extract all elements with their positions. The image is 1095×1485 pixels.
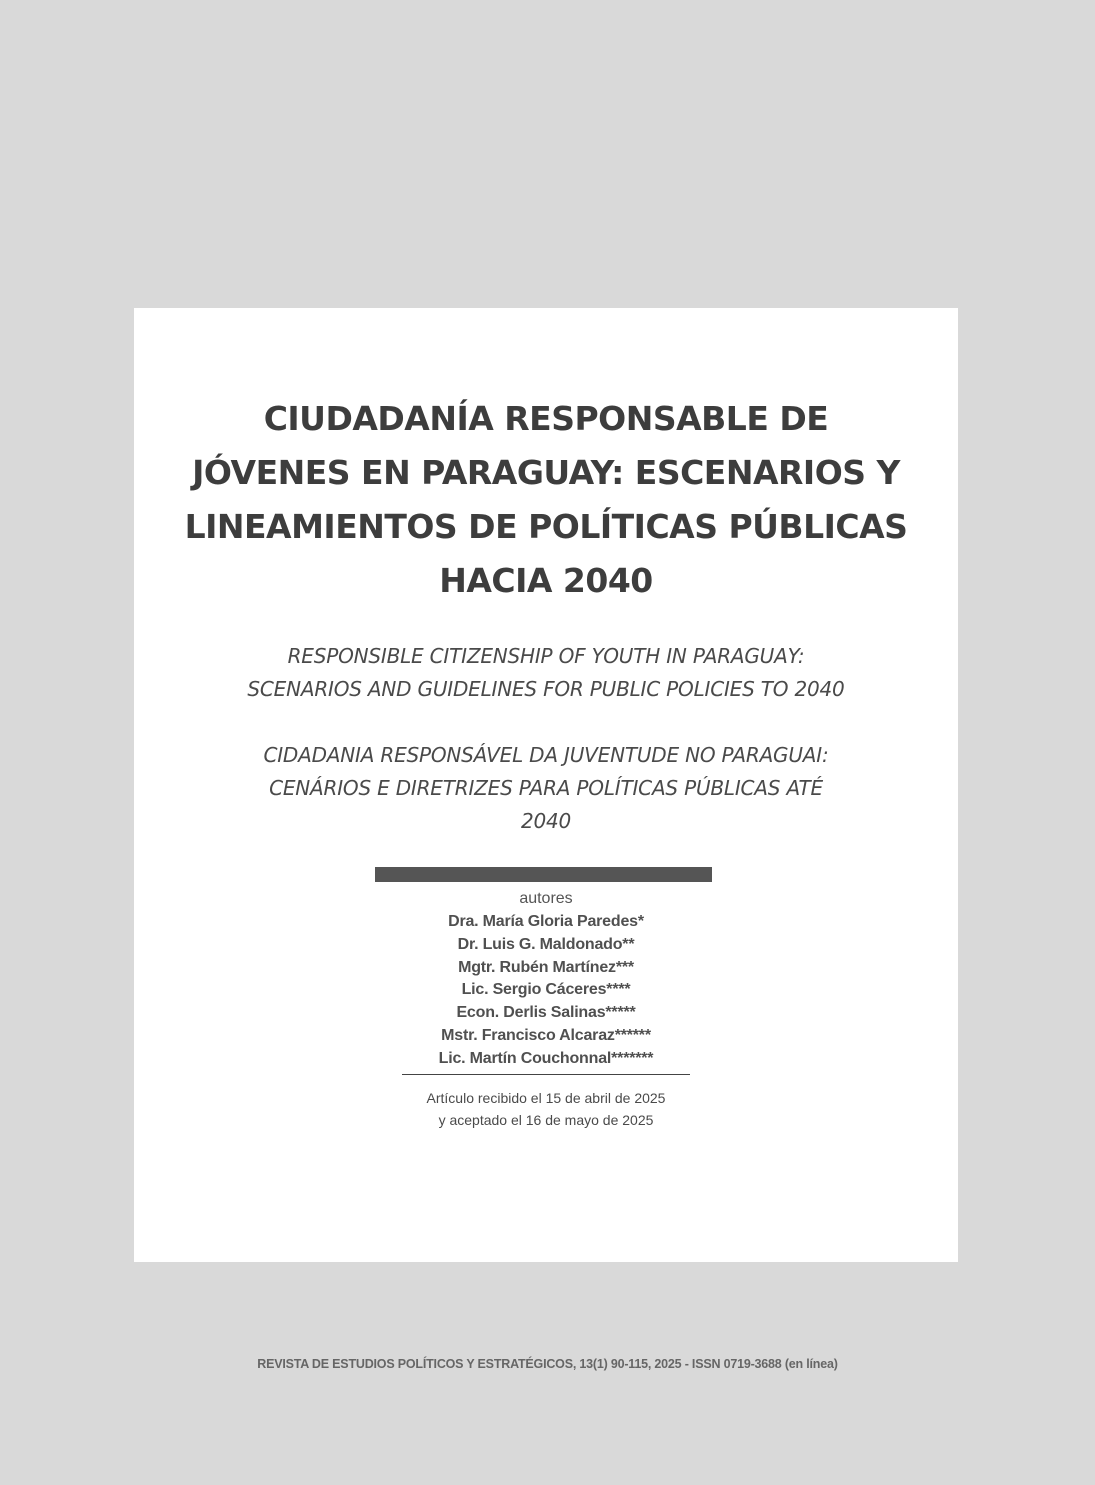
article-cover-card xyxy=(134,308,958,1262)
title-line: CIUDADANÍA RESPONSABLE DE xyxy=(263,399,829,438)
authors-label: autores xyxy=(519,890,573,907)
received-dates xyxy=(134,1087,958,1131)
author-name: Lic. Sergio Cáceres**** xyxy=(461,981,631,999)
author-name: Dra. María Gloria Paredes* xyxy=(448,913,644,930)
article-title-en xyxy=(194,640,898,706)
author-name: Econ. Derlis Salinas***** xyxy=(456,1004,636,1022)
subtitle-en-line: SCENARIOS AND GUIDELINES FOR PUBLIC POLICIES TO 2040 xyxy=(247,677,845,701)
subtitle-pt-line: 2040 xyxy=(520,809,572,833)
author-name: Mgtr. Rubén Martínez*** xyxy=(458,958,634,976)
subtitle-pt-line: CENÁRIOS E DIRETRIZES PARA POLÍTICAS PÚBLICAS ATÉ xyxy=(269,776,823,800)
authors-list xyxy=(134,911,958,1071)
title-line: HACIA 2040 xyxy=(439,561,653,600)
article-title-pt xyxy=(194,739,898,838)
divider-bar xyxy=(375,867,712,882)
author-name: Mstr. Francisco Alcaraz****** xyxy=(441,1026,651,1044)
title-line: JÓVENES EN PARAGUAY: ESCENARIOS Y xyxy=(192,453,900,492)
author-name: Lic. Martín Couchonnal******* xyxy=(438,1049,654,1067)
title-line: LINEAMIENTOS DE POLÍTICAS PÚBLICAS xyxy=(184,507,908,546)
accepted-line: y aceptado el 16 de mayo de 2025 xyxy=(438,1112,654,1128)
journal-citation-footer: REVISTA DE ESTUDIOS POLÍTICOS Y ESTRATÉGICOS, 13(1) 90-115, 2025 - ISSN 0719-3688 (en línea) xyxy=(257,1357,838,1371)
subtitle-pt-line: CIDADANIA RESPONSÁVEL DA JUVENTUDE NO PARAGUAI: xyxy=(263,743,829,767)
subtitle-en-line: RESPONSIBLE CITIZENSHIP OF YOUTH IN PARAGUAY: xyxy=(287,644,805,668)
article-title-es xyxy=(174,392,918,608)
divider-line xyxy=(402,1074,690,1075)
received-line: Artículo recibido el 15 de abril de 2025 xyxy=(426,1090,666,1106)
author-name: Dr. Luis G. Maldonado** xyxy=(457,935,635,953)
